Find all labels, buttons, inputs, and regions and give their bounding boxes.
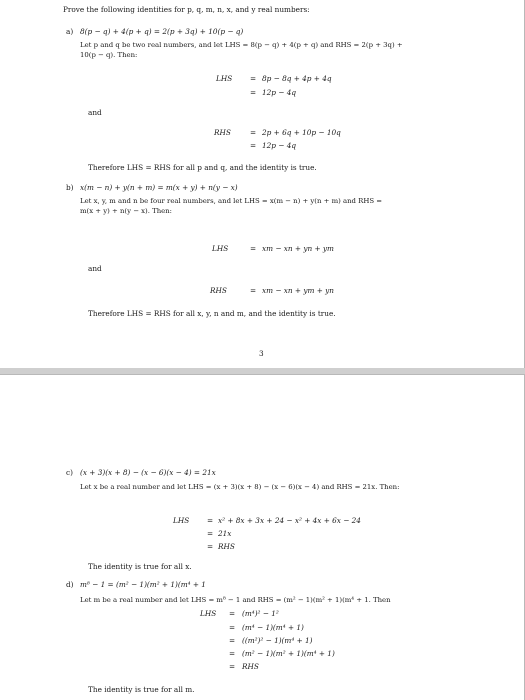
item-b-identity: x(m − n) + y(n + m) = m(x + y) + n(y − x) xyxy=(80,183,238,192)
document-page-2 xyxy=(0,374,525,700)
item-b-rhs-label: RHS xyxy=(210,286,227,295)
item-a-setup-line-2: 10(p − q). Then: xyxy=(80,51,138,59)
item-a-lhs-label: LHS xyxy=(216,74,233,83)
item-b-setup-line-2: m(x + y) + n(y − x). Then: xyxy=(80,207,172,215)
equals-sign: = xyxy=(229,662,236,671)
item-a-lhs-line-1: 8p − 8q + 4p + 4q xyxy=(262,74,332,83)
item-b-label: b) xyxy=(66,183,74,192)
equals-sign: = xyxy=(250,128,257,137)
item-a-conclusion: Therefore LHS = RHS for all p and q, and the identity is true. xyxy=(88,163,317,172)
item-d-line-3: ((m²)² − 1)(m⁴ + 1) xyxy=(242,636,313,645)
equals-sign: = xyxy=(229,649,236,658)
item-a-rhs-line-2: 12p − 4q xyxy=(262,141,297,150)
item-c-line-3: RHS xyxy=(218,542,235,551)
equals-sign: = xyxy=(207,529,214,538)
item-c-identity: (x + 3)(x + 8) − (x − 6)(x − 4) = 21x xyxy=(80,468,216,477)
item-d-identity: m⁸ − 1 = (m² − 1)(m² + 1)(m⁴ + 1 xyxy=(80,580,206,589)
equals-sign: = xyxy=(207,516,214,525)
item-c-lhs-label: LHS xyxy=(173,516,190,525)
item-a-label: a) xyxy=(66,27,74,36)
item-a-setup-line-1: Let p and q be two real numbers, and let LHS = 8(p − q) + 4(p + q) and RHS = 2(p + 3q) + xyxy=(80,41,403,49)
item-b-conclusion: Therefore LHS = RHS for all x, y, n and m, and the identity is true. xyxy=(88,309,336,318)
item-d-line-5: RHS xyxy=(242,662,259,671)
equals-sign: = xyxy=(250,286,257,295)
item-a-lhs-line-2: 12p − 4q xyxy=(262,88,297,97)
equals-sign: = xyxy=(250,74,257,83)
equals-sign: = xyxy=(250,244,257,253)
item-d-line-1: (m⁴)² − 1² xyxy=(242,609,279,618)
item-d-conclusion: The identity is true for all m. xyxy=(88,685,195,694)
item-c-line-1: x² + 8x + 3x + 24 − x² + 4x + 6x − 24 xyxy=(218,516,361,525)
item-b-lhs-line: xm − xn + yn + ym xyxy=(262,244,334,253)
equals-sign: = xyxy=(250,141,257,150)
item-c-label: c) xyxy=(66,468,73,477)
equals-sign: = xyxy=(229,623,236,632)
item-a-identity: 8(p − q) + 4(p + q) = 2(p + 3q) + 10(p − q) xyxy=(80,27,244,36)
item-b-setup-line-1: Let x, y, m and n be four real numbers, and let LHS = x(m − n) + y(n + m) and RHS = xyxy=(80,197,383,205)
item-d-label: d) xyxy=(66,580,74,589)
item-c-line-2: 21x xyxy=(218,529,232,538)
page-number: 3 xyxy=(259,349,264,358)
item-b-rhs-line: xm − xn + ym + yn xyxy=(262,286,334,295)
equals-sign: = xyxy=(207,542,214,551)
item-c-setup: Let x be a real number and let LHS = (x + 3)(x + 8) − (x − 6)(x − 4) and RHS = 21x. Then: xyxy=(80,483,400,491)
item-d-line-4: (m² − 1)(m² + 1)(m⁴ + 1) xyxy=(242,649,335,658)
item-a-rhs-line-1: 2p + 6q + 10p − 10q xyxy=(262,128,341,137)
item-b-and: and xyxy=(88,264,102,273)
item-a-and: and xyxy=(88,108,102,117)
item-d-line-2: (m⁴ − 1)(m⁴ + 1) xyxy=(242,623,304,632)
item-d-setup: Let m be a real number and let LHS = m⁸ − 1 and RHS = (m² − 1)(m² + 1)(m⁴ + 1. Then xyxy=(80,596,391,604)
equals-sign: = xyxy=(250,88,257,97)
equals-sign: = xyxy=(229,636,236,645)
item-c-conclusion: The identity is true for all x. xyxy=(88,562,192,571)
equals-sign: = xyxy=(229,609,236,618)
intro-text: Prove the following identities for p, q, m, n, x, and y real numbers: xyxy=(63,5,310,14)
item-a-rhs-label: RHS xyxy=(214,128,231,137)
item-d-lhs-label: LHS xyxy=(200,609,217,618)
item-b-lhs-label: LHS xyxy=(212,244,229,253)
